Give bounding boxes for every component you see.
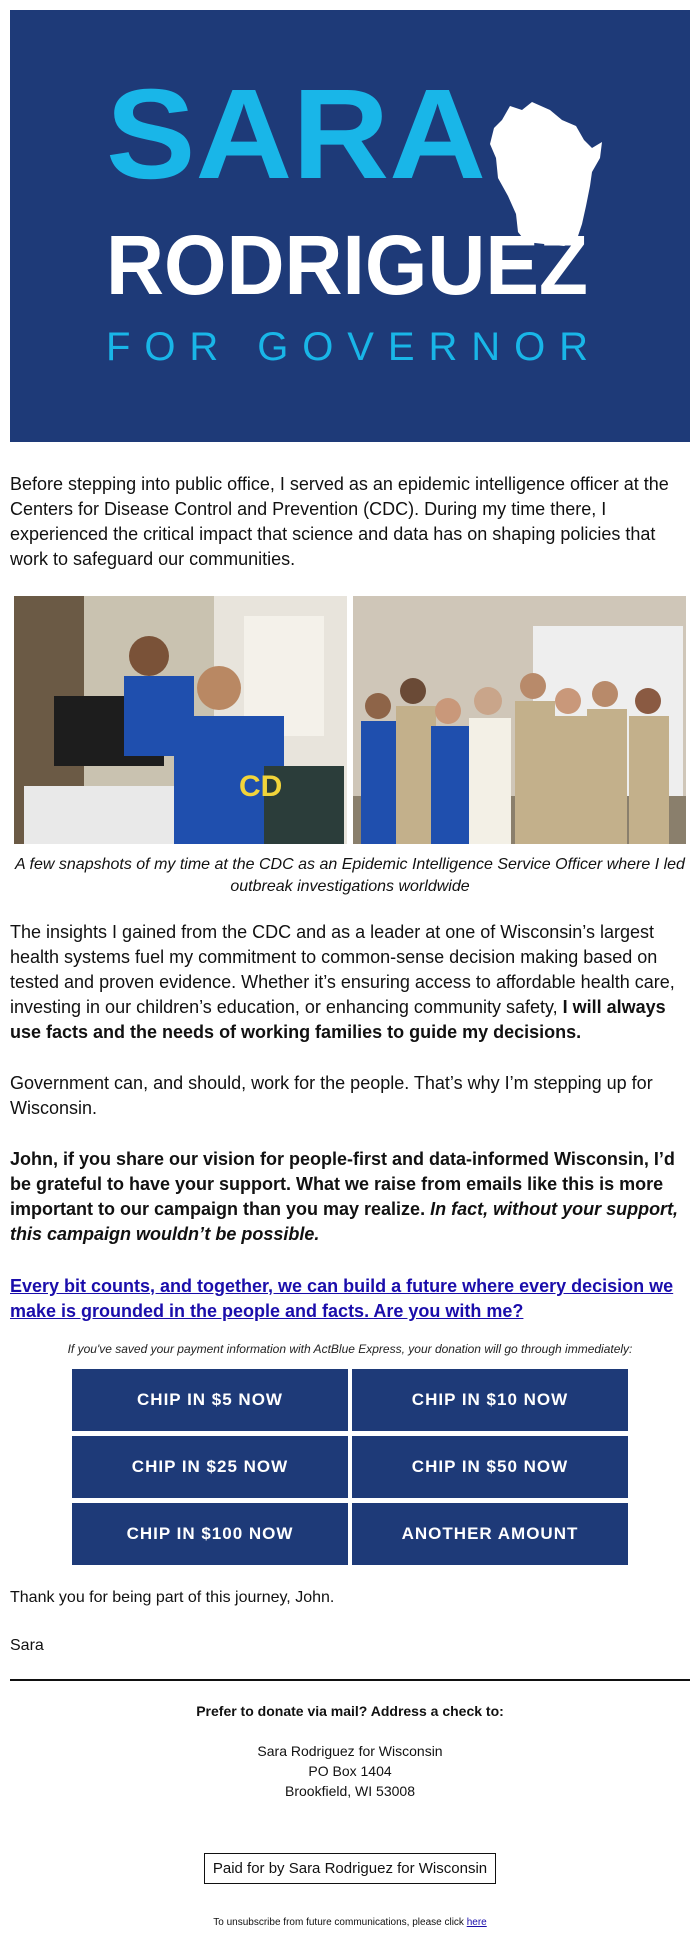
mail-donation-heading: Prefer to donate via mail? Address a check to: [196, 1703, 504, 1719]
support-paragraph [10, 1147, 690, 1247]
cdc-photo-right [353, 596, 686, 844]
cdc-photos [10, 596, 690, 844]
insights-text: The insights I gained from the CDC and as a leader at one of Wisconsin’s largest health systems fuel my commitment to common-sense decision making based on tested and proven evidence. Whether it’s ensuring access to affordable health care, investing in our children’s education, or enhancing community safety, [10, 922, 675, 1017]
paid-for-disclaimer: Paid for by Sara Rodriguez for Wisconsin [204, 1853, 496, 1884]
logo-line-sara: SARA [106, 63, 486, 206]
address-line-1: Sara Rodriguez for Wisconsin [257, 1743, 443, 1759]
paid-for-disclaimer-wrap [10, 1853, 690, 1884]
insights-paragraph [10, 920, 690, 1045]
signature: Sara [10, 1637, 44, 1654]
insights-bold-text: I will always use facts and the needs of working families to guide my decisions. [10, 997, 666, 1042]
campaign-logo-banner [10, 10, 690, 442]
cta-paragraph [10, 1274, 690, 1324]
another-amount-button[interactable]: ANOTHER AMOUNT [352, 1503, 628, 1565]
svg-text:CD: CD [239, 770, 283, 803]
chip-in-5-button[interactable]: CHIP IN $5 NOW [72, 1369, 348, 1431]
footer-divider [10, 1679, 690, 1681]
chip-in-10-button[interactable]: CHIP IN $10 NOW [352, 1369, 628, 1431]
intro-paragraph: Before stepping into public office, I served as an epidemic intelligence officer at the Centers for Disease Control and Prevention (CDC). During my time there, I experienced the critical impact that science and data has on shaping policies that work to safeguard our communities. [10, 474, 669, 569]
photo-icon [14, 596, 347, 844]
support-bold-text: John, if you share our vision for people-first and data-informed Wisconsin, I’d be grateful to have your support. What we raise from emails like this is more important to our campaign than you may realize. [10, 1149, 675, 1219]
mailing-address [10, 1741, 690, 1801]
cta-link[interactable]: Every bit counts, and together, we can build a future where every decision we make is grounded in the people and facts. Are you with me? [10, 1276, 674, 1321]
address-line-3: Brookfield, WI 53008 [285, 1783, 415, 1799]
chip-in-50-button[interactable]: CHIP IN $50 NOW [352, 1436, 628, 1498]
unsubscribe-line [10, 1917, 690, 1928]
logo-line-for-governor: FOR GOVERNOR [106, 325, 588, 369]
support-italic-text: In fact, without your support, this campaign wouldn’t be possible. [10, 1199, 679, 1244]
unsubscribe-link[interactable]: here [466, 1917, 487, 1928]
logo-line-rodriguez: RODRIGUEZ [106, 218, 588, 312]
cdc-photo-left [14, 596, 347, 844]
thank-you-line: Thank you for being part of this journey, John. [10, 1589, 335, 1606]
donation-buttons [72, 1369, 628, 1565]
government-paragraph: Government can, and should, work for the people. That’s why I’m stepping up for Wisconsin. [10, 1073, 653, 1118]
unsubscribe-text: To unsubscribe from future communications, please click [213, 1917, 467, 1928]
photo-icon [353, 596, 686, 844]
chip-in-25-button[interactable]: CHIP IN $25 NOW [72, 1436, 348, 1498]
actblue-express-note: If you've saved your payment information with ActBlue Express, your donation will go through immediately: [67, 1342, 633, 1356]
address-line-2: PO Box 1404 [308, 1763, 392, 1779]
photo-caption: A few snapshots of my time at the CDC as an Epidemic Intelligence Service Officer where I led outbreak investigations worldwide [15, 856, 685, 895]
campaign-logo [10, 10, 690, 442]
chip-in-100-button[interactable]: CHIP IN $100 NOW [72, 1503, 348, 1565]
email-body [10, 0, 690, 1928]
